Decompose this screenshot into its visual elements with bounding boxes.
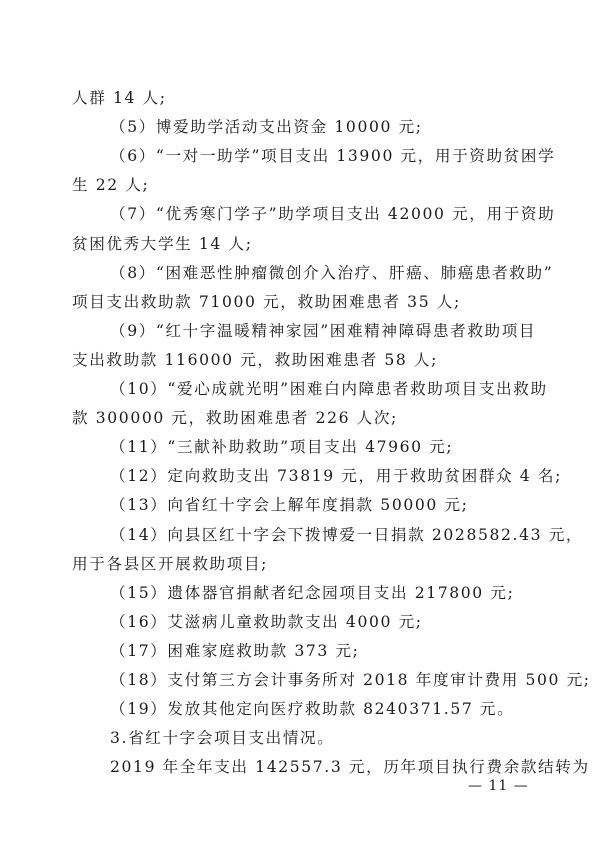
- text-line-7: （8）“困难恶性肿瘤微创介入治疗、肝癌、肺癌患者救助”: [110, 264, 554, 282]
- text-line-21: （18）支付第三方会计事务所对 2018 年度审计费用 500 元;: [110, 671, 591, 689]
- text-line-20: （17）困难家庭救助款 373 元;: [110, 642, 360, 660]
- text-line-8: 项目支出救助款 71000 元，救助困难患者 35 人;: [72, 293, 461, 311]
- text-line-11: （10）“爱心成就光明”困难白内障患者救助项目支出救助: [110, 380, 548, 398]
- text-line-17: 用于各县区开展救助项目;: [72, 555, 268, 573]
- text-line-5: （7）“优秀寒门学子”助学项目支出 42000 元，用于资助: [110, 205, 556, 223]
- text-line-1: 人群 14 人;: [72, 89, 167, 107]
- text-line-14: （12）定向救助支出 73819 元，用于救助贫困群众 4 名;: [110, 467, 562, 485]
- text-line-10: 支出救助款 116000 元，救助困难患者 58 人;: [72, 351, 438, 369]
- text-line-23: 3.省红十字会项目支出情况。: [110, 729, 335, 747]
- text-line-4: 生 22 人;: [72, 176, 150, 194]
- text-line-22: （19）发放其他定向医疗救助款 8240371.57 元。: [110, 700, 515, 718]
- text-line-15: （13）向省红十字会上解年度捐款 50000 元;: [110, 496, 469, 514]
- text-line-9: （9）“红十字温暖精神家园”困难精神障碍患者救助项目: [110, 322, 537, 340]
- text-line-13: （11）“三献补助救助”项目支出 47960 元;: [110, 438, 454, 456]
- text-line-3: （6）“一对一助学”项目支出 13900 元，用于资助贫困学: [110, 147, 556, 165]
- text-line-16: （14）向县区红十字会下拨博爱一日捐款 2028582.43 元，: [110, 526, 584, 544]
- page-number: — 11 —: [468, 778, 529, 794]
- text-line-2: （5）博爱助学活动支出资金 10000 元;: [110, 118, 423, 136]
- text-line-12: 款 300000 元，救助困难患者 226 人次;: [72, 409, 398, 427]
- text-line-18: （15）遗体器官捐献者纪念园项目支出 217800 元;: [110, 584, 515, 602]
- text-line-6: 贫困优秀大学生 14 人;: [72, 235, 253, 253]
- text-line-19: （16）艾滋病儿童救助款支出 4000 元;: [110, 613, 423, 631]
- text-line-24: 2019 年全年支出 142557.3 元，历年项目执行费余款结转为: [110, 758, 590, 776]
